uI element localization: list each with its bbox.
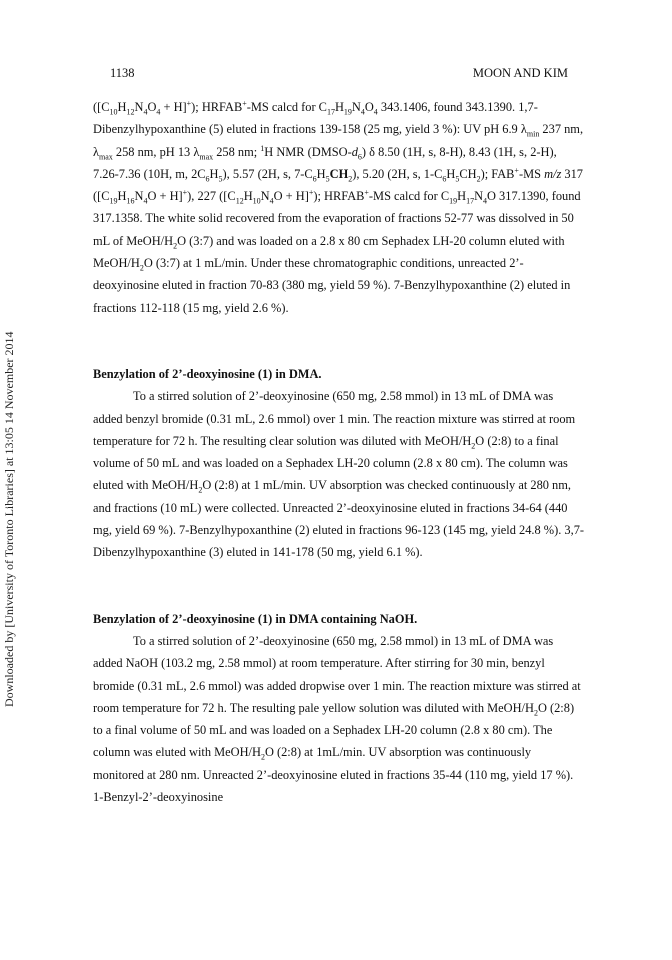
- section-gap: [93, 586, 585, 608]
- paragraph-dma: To a stirred solution of 2’-deoxyinosine (650 mg, 2.58 mmol) in 13 mL of DMA was added benzyl bromide (0.31 mL, 2.6 mmol) over 1 min. The reaction mixture was stirred at room temperature for 72 h. The resulting clear solution was diluted with MeOH/$H_2O$ (2:8) to a final volume of 50 mL and was loaded on a Sephadex LH-20 column (2.8 x 80 cm). The column was eluted with MeOH/$H_2O$ (2:8) at 1 mL/min. UV absorption was checked continuously at 280 nm, and fractions (10 mL) were collected. Unreacted 2’-deoxyinosine eluted in fractions 34-64 (440 mg, yield 69 %). 7-Benzylhypoxanthine (2) eluted in fractions 96-123 (145 mg, yield 24.8 %). 3,7-Dibenzylhypoxanthine (3) eluted in 141-178 (50 mg, yield 6.1 %).: [93, 389, 585, 560]
- page-number: 1138: [110, 66, 135, 80]
- section-heading-dma-naoh: Benzylation of 2’-deoxyinosine (1) in DMA containing NaOH.: [93, 611, 418, 626]
- section-gap: [93, 319, 585, 341]
- page-header: [110, 66, 568, 84]
- download-watermark: Downloaded by [University of Toronto Libraries] at 13:05 14 November 2014: [2, 331, 16, 707]
- paragraph-compound-data: $([C_{10}H_{12}N_4O_4 + H]^+)$; HRFAB+-MS calcd for $C_{17}H_{19}N_4O_4$ 343.1406, found 343.1390. 1,7-Dibenzylhypoxanthine (5) eluted in fractions 139-158 (25 mg, yield 3 %): UV pH 6.9 $\lambda_{min}$ 237 nm, $\lambda_{max}$ 258 nm, pH 13 $\lambda_{max}$ 258 nm; $^1$H NMR $(DMSO-d_6)$ δ 8.50 (1H, s, 8-H), 8.43 (1H, s, 2-H), 7.26-7.36 (10H, m, $2C_6H_5$), 5.57 (2H, s, $7-C_6H_5CH_2$), 5.20 (2H, s, $1-C_6H_5CH_2$); FAB+-MS m/z 317 $([C_{19}H_{16}N_4O + H]^+)$, 227 $([C_{12}H_{10}N_4O + H]^+)$; HRFAB+-MS calcd for $C_{19}H_{17}N_4O$ 317.1390, found 317.1358. The white solid recovered from the evaporation of fractions 52-77 was dissolved in 50 mL of MeOH/$H_2O$ (3:7) and was loaded on a 2.8 x 80 cm Sephadex LH-20 column eluted with MeOH/$H_2O$ (3:7) at 1 mL/min. Under these chromatographic conditions, unreacted 2’-deoxyinosine eluted in fraction 70-83 (380 mg, yield 59 %). 7-Benzylhypoxanthine (2) eluted in fractions 112-118 (15 mg, yield 2.6 %).: [93, 98, 584, 315]
- running-head: MOON AND KIM: [472, 66, 568, 80]
- section-gap: [93, 341, 585, 363]
- section-heading-dma: Benzylation of 2’-deoxyinosine (1) in DMA.: [93, 366, 322, 381]
- paragraph-dma-naoh: To a stirred solution of 2’-deoxyinosine (650 mg, 2.58 mmol) in 13 mL of DMA was added NaOH (103.2 mg, 2.58 mmol) at room temperature. After stirring for 30 min, benzyl bromide (0.31 mL, 2.6 mmol) was added dropwise over 1 min. The reaction mixture was stirred at room temperature for 72 h. The resulting pale yellow solution was diluted with MeOH/$H_2O$ (2:8) to a final volume of 50 mL and was loaded on a Sephadex LH-20 column (2.8 x 80 cm). The column was eluted with MeOH/$H_2O$ (2:8) at 1mL/min. UV absorption was continuously monitored at 280 nm. Unreacted 2’-deoxyinosine eluted in fractions 35-44 (110 mg, yield 17 %). 1-Benzyl-2’-deoxyinosine: [93, 633, 581, 805]
- section-gap: [93, 564, 585, 586]
- article-body: [93, 96, 585, 808]
